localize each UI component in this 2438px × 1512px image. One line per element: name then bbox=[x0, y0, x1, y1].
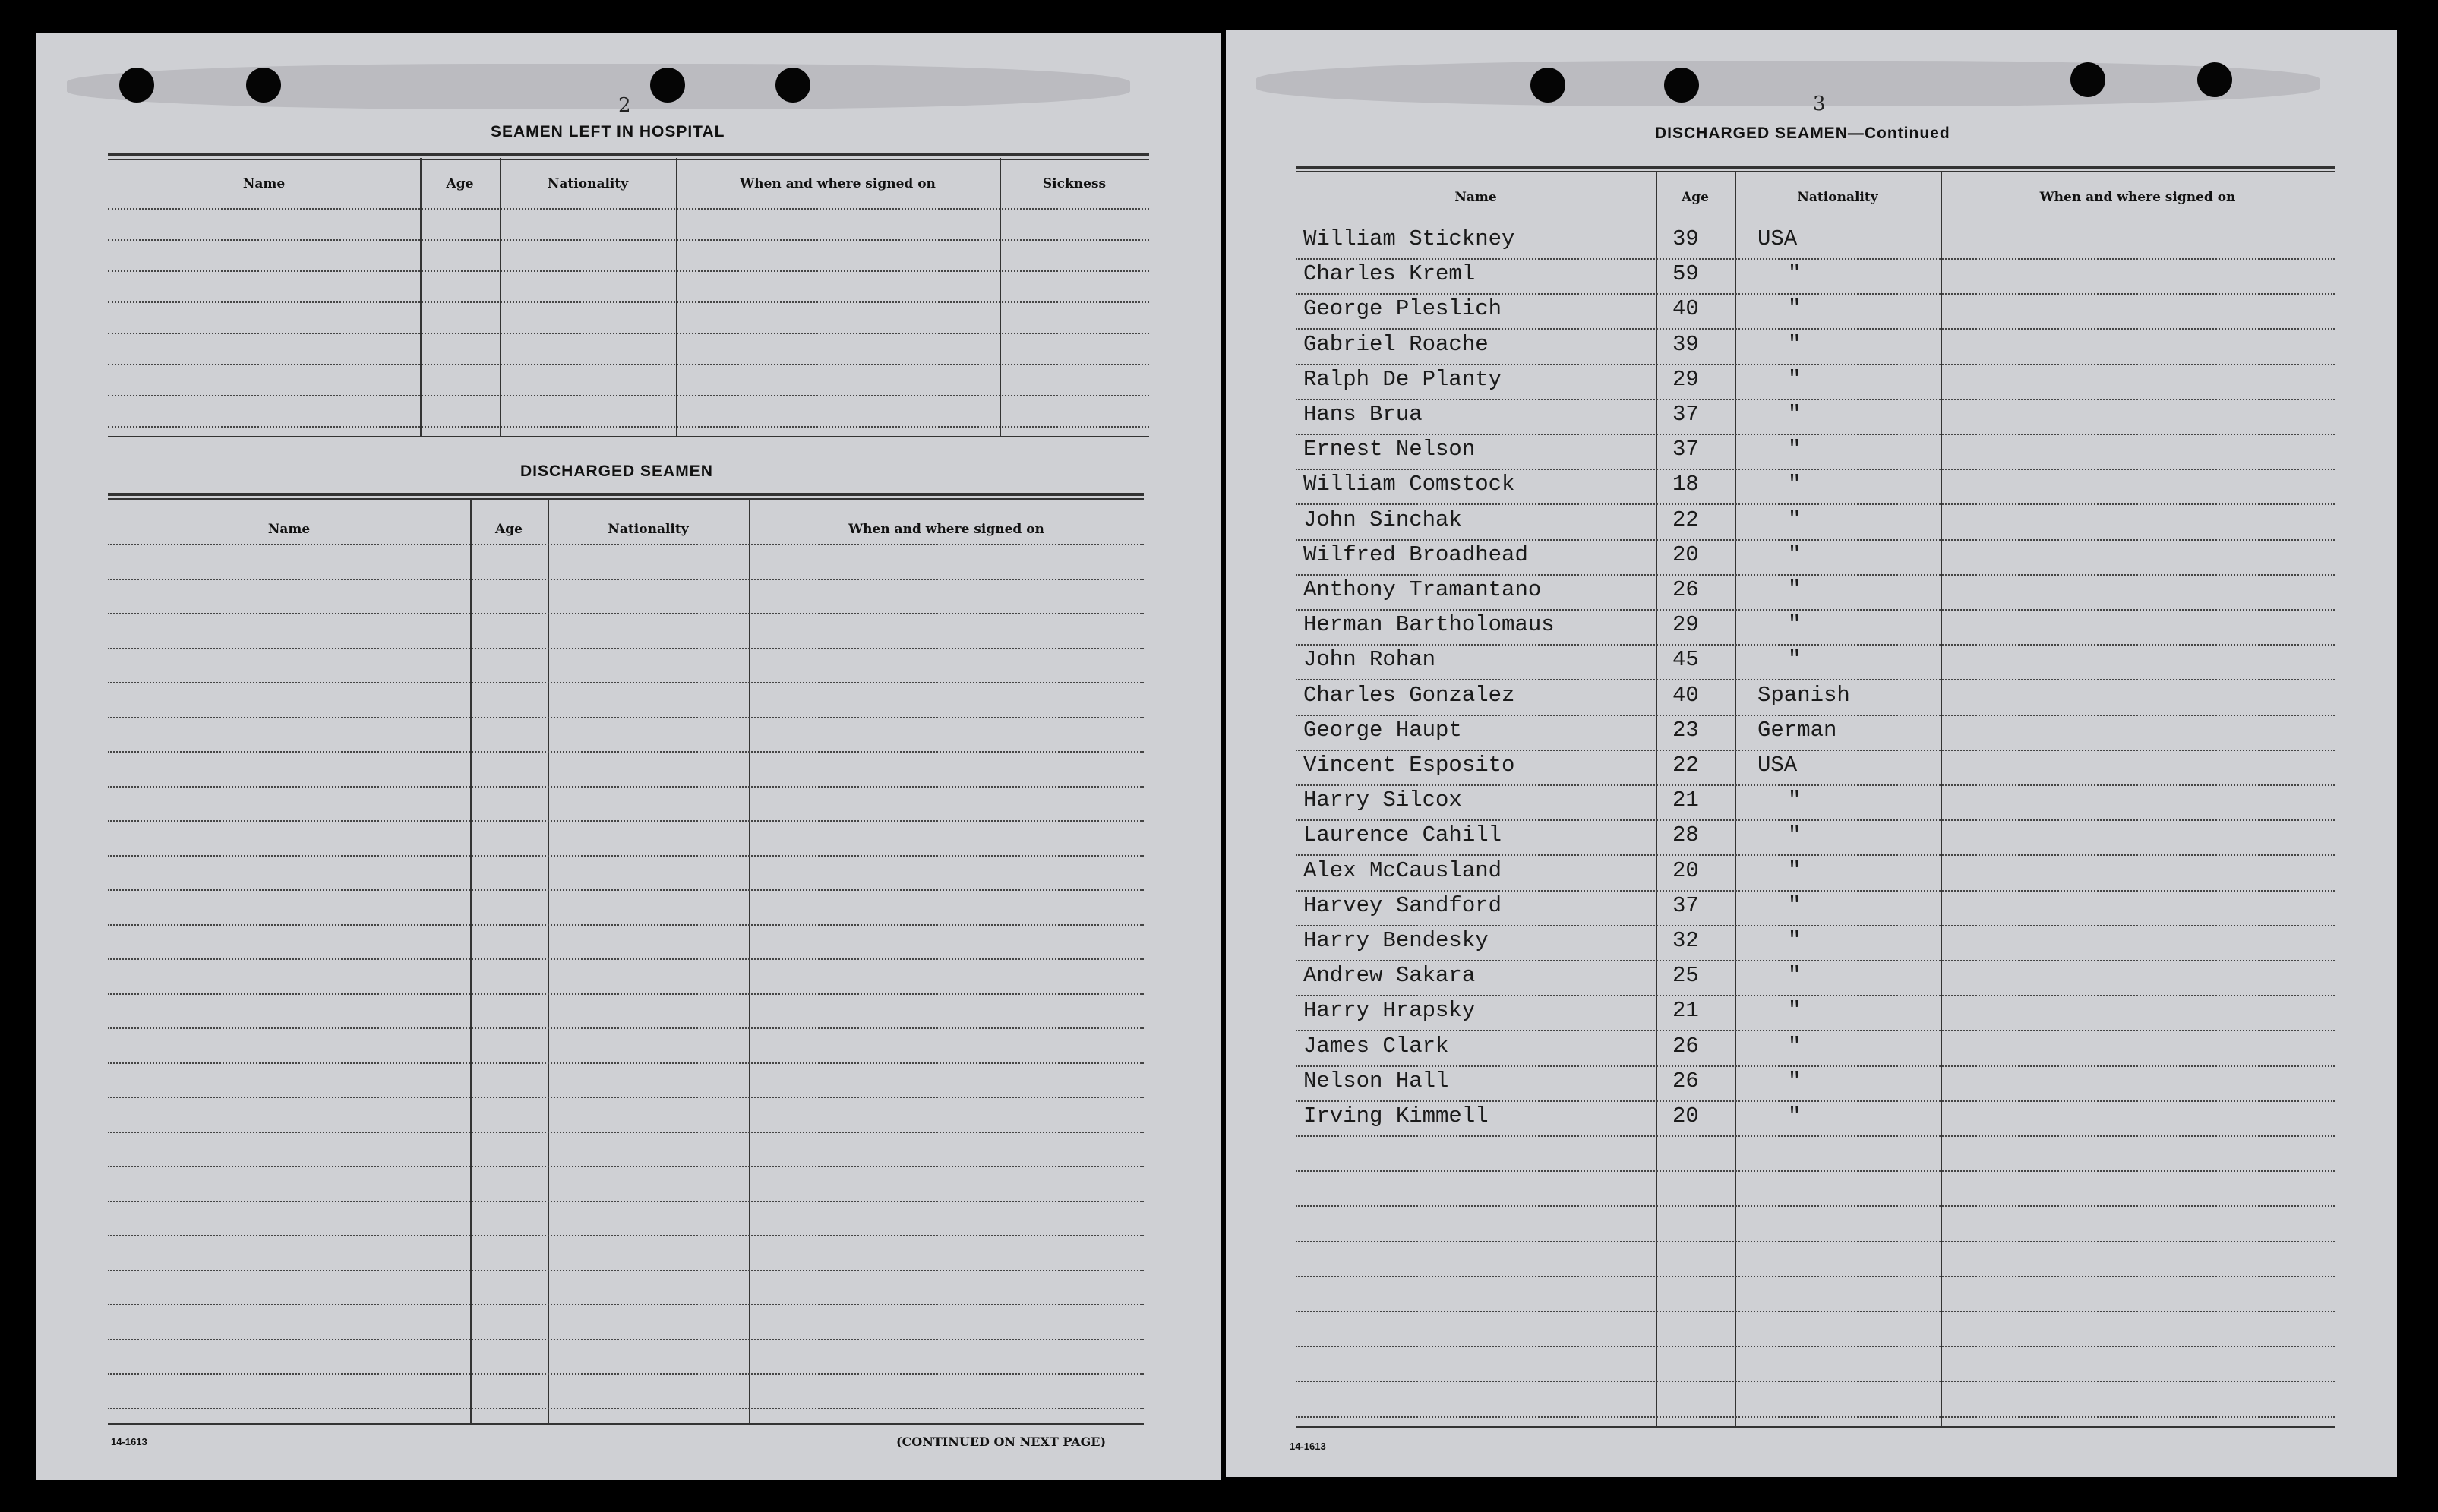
row-line bbox=[108, 426, 1149, 428]
seaman-age: 37 bbox=[1672, 402, 1699, 427]
row-line bbox=[108, 786, 1144, 788]
row-line bbox=[108, 1097, 1144, 1098]
seaman-nationality: " bbox=[1788, 892, 1802, 918]
seaman-name: Ralph De Planty bbox=[1303, 366, 1502, 392]
form-code: 14-1613 bbox=[1290, 1441, 1326, 1452]
row-line bbox=[1296, 1276, 2335, 1277]
seaman-name: Harry Bendesky bbox=[1303, 928, 1489, 953]
seaman-age: 26 bbox=[1672, 1068, 1699, 1094]
seaman-name: Charles Gonzalez bbox=[1303, 682, 1515, 708]
column-header: Age bbox=[446, 176, 474, 191]
seaman-nationality: " bbox=[1788, 261, 1802, 287]
row-line bbox=[108, 1027, 1144, 1029]
column-header: Age bbox=[495, 522, 523, 537]
seaman-age: 20 bbox=[1672, 1103, 1699, 1128]
row-line bbox=[1296, 925, 2335, 926]
right-page bbox=[1226, 30, 2397, 1477]
row-line bbox=[108, 333, 1149, 334]
seaman-nationality: " bbox=[1788, 998, 1802, 1024]
seaman-age: 20 bbox=[1672, 541, 1699, 567]
seaman-nationality: " bbox=[1788, 541, 1802, 567]
seaman-age: 32 bbox=[1672, 928, 1699, 953]
seaman-nationality: " bbox=[1788, 402, 1802, 427]
seaman-age: 37 bbox=[1672, 437, 1699, 462]
seaman-nationality: " bbox=[1788, 577, 1802, 602]
column-divider bbox=[1941, 172, 1942, 1426]
seaman-name: George Haupt bbox=[1303, 717, 1462, 743]
punch-hole bbox=[119, 68, 154, 103]
row-line bbox=[1296, 1416, 2335, 1418]
seaman-name: Wilfred Broadhead bbox=[1303, 541, 1528, 567]
seaman-nationality: German bbox=[1757, 717, 1837, 743]
hospital-section-title: SEAMEN LEFT IN HOSPITAL bbox=[491, 123, 725, 140]
row-line bbox=[1296, 1065, 2335, 1067]
table-rule bbox=[108, 1423, 1144, 1425]
seaman-name: Charles Kreml bbox=[1303, 261, 1476, 287]
seaman-name: Gabriel Roache bbox=[1303, 331, 1489, 357]
column-header: Nationality bbox=[1797, 190, 1878, 205]
discharged-continued-title: DISCHARGED SEAMEN—Continued bbox=[1655, 125, 1950, 142]
row-line bbox=[108, 1062, 1144, 1064]
seaman-age: 20 bbox=[1672, 857, 1699, 883]
column-header: Nationality bbox=[608, 522, 689, 537]
row-line bbox=[108, 613, 1144, 614]
seaman-name: Irving Kimmell bbox=[1303, 1103, 1489, 1128]
row-line bbox=[1296, 784, 2335, 786]
seaman-nationality: " bbox=[1788, 788, 1802, 813]
seaman-nationality: " bbox=[1788, 331, 1802, 357]
seaman-name: Hans Brua bbox=[1303, 402, 1423, 427]
column-divider bbox=[1735, 172, 1736, 1426]
row-line bbox=[1296, 364, 2335, 365]
seaman-nationality: " bbox=[1788, 437, 1802, 462]
row-line bbox=[108, 579, 1144, 580]
page-number: 2 bbox=[618, 94, 631, 117]
column-header: Nationality bbox=[547, 176, 629, 191]
column-header: When and where signed on bbox=[848, 522, 1044, 537]
row-line bbox=[1296, 539, 2335, 541]
row-line bbox=[1296, 258, 2335, 260]
column-header: Name bbox=[242, 176, 286, 191]
punch-hole bbox=[2070, 62, 2105, 97]
row-line bbox=[108, 544, 1144, 545]
row-line bbox=[1296, 434, 2335, 435]
table-rule bbox=[1296, 1426, 2335, 1428]
seaman-age: 29 bbox=[1672, 612, 1699, 638]
seaman-nationality: " bbox=[1788, 857, 1802, 883]
row-line bbox=[1296, 1100, 2335, 1102]
seaman-name: James Clark bbox=[1303, 1033, 1449, 1059]
seaman-nationality: " bbox=[1788, 366, 1802, 392]
row-line bbox=[108, 682, 1144, 683]
seaman-name: William Stickney bbox=[1303, 226, 1515, 251]
seaman-nationality: " bbox=[1788, 507, 1802, 532]
seaman-age: 37 bbox=[1672, 892, 1699, 918]
seaman-age: 25 bbox=[1672, 963, 1699, 989]
seaman-age: 23 bbox=[1672, 717, 1699, 743]
table-rule bbox=[108, 493, 1144, 496]
column-header: Name bbox=[267, 522, 311, 537]
column-header: Name bbox=[1454, 190, 1497, 205]
seaman-nationality: USA bbox=[1757, 753, 1798, 778]
row-line bbox=[108, 1235, 1144, 1236]
row-line bbox=[108, 1408, 1144, 1409]
page-number: 3 bbox=[1813, 93, 1826, 115]
seaman-name: Anthony Tramantano bbox=[1303, 577, 1542, 602]
seaman-nationality: " bbox=[1788, 612, 1802, 638]
continued-note: (CONTINUED ON NEXT PAGE) bbox=[896, 1435, 1107, 1449]
row-line bbox=[108, 364, 1149, 365]
row-line bbox=[1296, 1030, 2335, 1031]
row-line bbox=[108, 924, 1144, 926]
seaman-name: William Comstock bbox=[1303, 472, 1515, 497]
seaman-age: 26 bbox=[1672, 1033, 1699, 1059]
row-line bbox=[108, 1132, 1144, 1133]
table-rule bbox=[108, 159, 1149, 160]
seaman-nationality: " bbox=[1788, 963, 1802, 989]
row-line bbox=[1296, 679, 2335, 680]
row-line bbox=[108, 1339, 1144, 1340]
row-line bbox=[1296, 819, 2335, 821]
seaman-age: 21 bbox=[1672, 788, 1699, 813]
row-line bbox=[1296, 1135, 2335, 1137]
seaman-nationality: " bbox=[1788, 472, 1802, 497]
seaman-name: Nelson Hall bbox=[1303, 1068, 1449, 1094]
row-line bbox=[1296, 293, 2335, 295]
row-line bbox=[108, 1304, 1144, 1305]
seaman-age: 45 bbox=[1672, 647, 1699, 673]
row-line bbox=[108, 717, 1144, 718]
row-line bbox=[1296, 1311, 2335, 1312]
seaman-age: 26 bbox=[1672, 577, 1699, 602]
row-line bbox=[1296, 644, 2335, 646]
table-rule bbox=[108, 436, 1149, 437]
punch-hole bbox=[775, 68, 810, 103]
row-line bbox=[108, 751, 1144, 753]
seaman-age: 39 bbox=[1672, 331, 1699, 357]
seaman-name: Ernest Nelson bbox=[1303, 437, 1476, 462]
punch-hole bbox=[1664, 68, 1699, 103]
row-line bbox=[1296, 890, 2335, 892]
row-line bbox=[108, 395, 1149, 396]
row-line bbox=[108, 1166, 1144, 1167]
form-code: 14-1613 bbox=[111, 1436, 147, 1447]
column-divider bbox=[548, 499, 549, 1423]
seaman-nationality: " bbox=[1788, 822, 1802, 848]
row-line bbox=[1296, 854, 2335, 856]
seaman-age: 29 bbox=[1672, 366, 1699, 392]
row-line bbox=[108, 993, 1144, 995]
seaman-age: 22 bbox=[1672, 507, 1699, 532]
seaman-age: 40 bbox=[1672, 682, 1699, 708]
seaman-nationality: USA bbox=[1757, 226, 1798, 251]
row-line bbox=[1296, 1205, 2335, 1207]
row-line bbox=[1296, 750, 2335, 751]
table-rule bbox=[1296, 166, 2335, 169]
seaman-nationality: " bbox=[1788, 1103, 1802, 1128]
seaman-name: Vincent Esposito bbox=[1303, 753, 1515, 778]
row-line bbox=[1296, 503, 2335, 505]
seaman-nationality: " bbox=[1788, 647, 1802, 673]
seaman-name: Harry Silcox bbox=[1303, 788, 1462, 813]
column-header: Sickness bbox=[1042, 176, 1107, 191]
seaman-name: John Rohan bbox=[1303, 647, 1436, 673]
row-line bbox=[108, 1201, 1144, 1202]
column-header: When and where signed on bbox=[740, 176, 936, 191]
seaman-name: Andrew Sakara bbox=[1303, 963, 1476, 989]
column-divider bbox=[470, 499, 472, 1423]
seaman-name: Alex McCausland bbox=[1303, 857, 1502, 883]
table-rule bbox=[1296, 171, 2335, 172]
row-line bbox=[1296, 328, 2335, 330]
row-line bbox=[108, 648, 1144, 649]
row-line bbox=[1296, 715, 2335, 716]
table-rule bbox=[108, 498, 1144, 500]
punch-hole bbox=[1530, 68, 1565, 103]
column-divider bbox=[749, 499, 750, 1423]
row-line bbox=[108, 301, 1149, 303]
row-line bbox=[1296, 1170, 2335, 1172]
punch-hole bbox=[2197, 62, 2232, 97]
row-line bbox=[1296, 995, 2335, 996]
seaman-age: 22 bbox=[1672, 753, 1699, 778]
row-line bbox=[108, 889, 1144, 891]
row-line bbox=[1296, 469, 2335, 470]
seaman-nationality: " bbox=[1788, 928, 1802, 953]
seaman-age: 28 bbox=[1672, 822, 1699, 848]
row-line bbox=[1296, 1381, 2335, 1382]
row-line bbox=[1296, 609, 2335, 611]
seaman-name: Laurence Cahill bbox=[1303, 822, 1502, 848]
row-line bbox=[108, 958, 1144, 960]
seaman-age: 18 bbox=[1672, 472, 1699, 497]
row-line bbox=[108, 1270, 1144, 1271]
row-line bbox=[1296, 1346, 2335, 1347]
row-line bbox=[1296, 574, 2335, 576]
table-rule bbox=[108, 153, 1149, 156]
row-line bbox=[1296, 960, 2335, 961]
seaman-age: 59 bbox=[1672, 261, 1699, 287]
seaman-nationality: " bbox=[1788, 1033, 1802, 1059]
row-line bbox=[108, 208, 1149, 210]
seaman-name: George Pleslich bbox=[1303, 296, 1502, 322]
seaman-age: 40 bbox=[1672, 296, 1699, 322]
column-header: When and where signed on bbox=[2039, 190, 2236, 205]
seaman-name: Harvey Sandford bbox=[1303, 892, 1502, 918]
row-line bbox=[1296, 399, 2335, 400]
punch-hole bbox=[246, 68, 281, 103]
left-page bbox=[36, 33, 1221, 1480]
seaman-age: 39 bbox=[1672, 226, 1699, 251]
row-line bbox=[1296, 1241, 2335, 1242]
discharged-section-title: DISCHARGED SEAMEN bbox=[520, 462, 713, 480]
punch-hole bbox=[650, 68, 685, 103]
seaman-age: 21 bbox=[1672, 998, 1699, 1024]
column-divider bbox=[1656, 172, 1657, 1426]
row-line bbox=[108, 820, 1144, 822]
seaman-name: Herman Bartholomaus bbox=[1303, 612, 1555, 638]
row-line bbox=[108, 855, 1144, 857]
seaman-nationality: Spanish bbox=[1757, 682, 1850, 708]
seaman-name: John Sinchak bbox=[1303, 507, 1462, 532]
row-line bbox=[108, 270, 1149, 272]
column-header: Age bbox=[1682, 190, 1709, 205]
seaman-nationality: " bbox=[1788, 1068, 1802, 1094]
seaman-nationality: " bbox=[1788, 296, 1802, 322]
seaman-name: Harry Hrapsky bbox=[1303, 998, 1476, 1024]
row-line bbox=[108, 1373, 1144, 1375]
row-line bbox=[108, 239, 1149, 241]
